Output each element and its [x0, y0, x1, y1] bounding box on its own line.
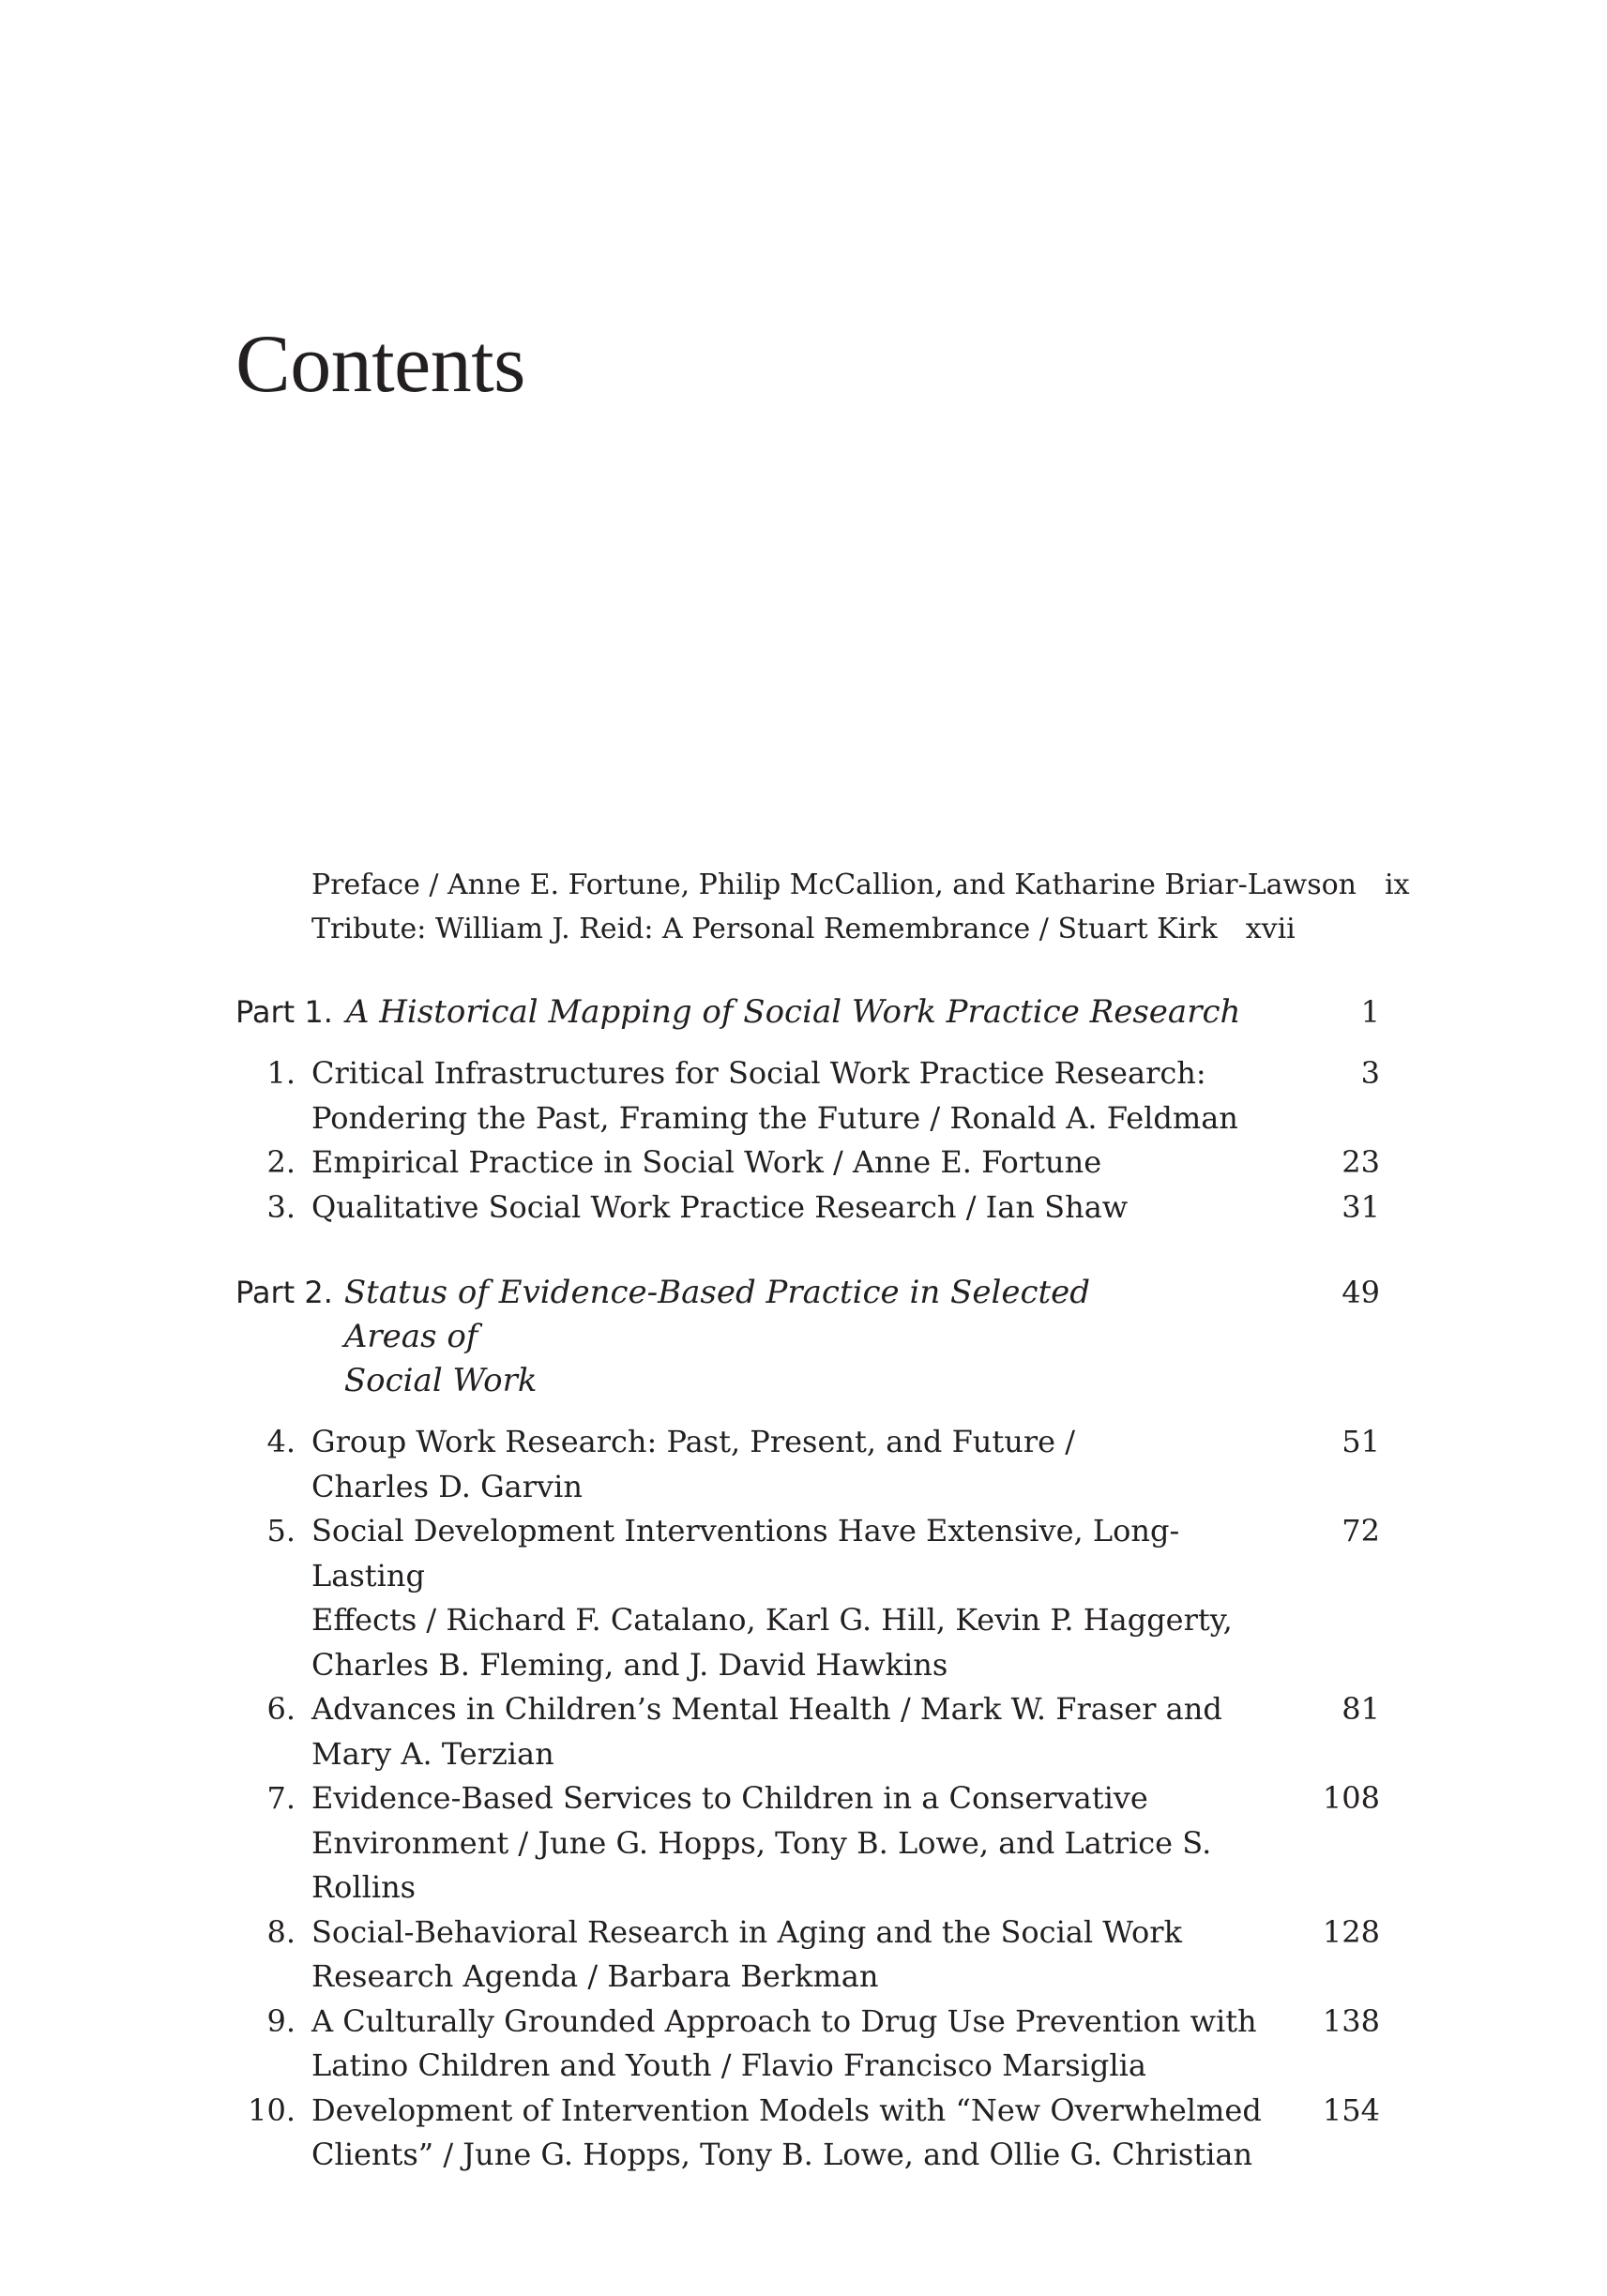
chapter-title-line: Environment / June G. Hopps, Tony B. Lowe, and Latrice S. Rollins [311, 1824, 1212, 1905]
chapter-page-number: 72 [1342, 1513, 1380, 1548]
part-title [344, 1271, 1151, 1403]
chapter-page-number: 51 [1342, 1424, 1380, 1459]
chapter-title-line: Advances in Children’s Mental Health / Mark W. Fraser and [311, 1691, 1222, 1727]
chapter-entry[interactable] [235, 1051, 1380, 1140]
chapter-page-number: 3 [1360, 1055, 1380, 1091]
chapter-title-line: A Culturally Grounded Approach to Drug Use Prevention with [311, 2002, 1257, 2039]
chapter-title-line: Development of Intervention Models with “New Overwhelmed [311, 2092, 1262, 2128]
chapter-number: 6. [266, 1691, 296, 1727]
chapter-title-line: Evidence-Based Services to Children in a Conservative [311, 1780, 1148, 1816]
chapter-entry[interactable] [235, 2089, 1380, 2178]
page-title: Contents [235, 319, 525, 410]
chapter-page-number: 138 [1322, 2002, 1380, 2039]
chapter-title-line: Pondering the Past, Framing the Future / Ronald A. Feldman [311, 1099, 1238, 1136]
chapter-entry[interactable] [235, 1140, 1380, 1186]
front-matter-text: Preface / Anne E. Fortune, Philip McCallion, and Katharine Briar-Lawson [311, 869, 1357, 901]
chapter-number: 9. [266, 2002, 296, 2039]
chapter-entry[interactable] [235, 1420, 1380, 1509]
chapter-entry[interactable] [235, 2000, 1380, 2089]
part-page-number: 49 [1342, 1275, 1380, 1310]
table-of-contents [235, 863, 1410, 2178]
chapter-number: 4. [266, 1424, 296, 1459]
part-title-line: Status of Evidence-Based Practice in Selected Areas of [343, 1274, 1091, 1355]
chapter-entry[interactable] [235, 1186, 1380, 1231]
front-matter-page: xvii [1245, 913, 1296, 945]
chapter-entry[interactable] [235, 1687, 1380, 1776]
part-page-number: 1 [1360, 994, 1380, 1030]
chapter-page-number: 23 [1342, 1144, 1380, 1180]
chapter-title-line: Mary A. Terzian [311, 1735, 554, 1772]
chapter-title-line: Qualitative Social Work Practice Research / Ian Shaw [311, 1188, 1129, 1225]
chapter-title-line: Clients” / June G. Hopps, Tony B. Lowe, and Ollie G. Christian [311, 2137, 1253, 2172]
chapter-list-part-1 [235, 1051, 1380, 1230]
front-matter-page: ix [1384, 869, 1410, 901]
chapter-number: 1. [266, 1055, 296, 1091]
chapter-title-line: Latino Children and Youth / Flavio Francisco Marsiglia [311, 2047, 1146, 2083]
chapter-title-line: Social Development Interventions Have Extensive, Long-Lasting [311, 1513, 1180, 1594]
chapter-entry[interactable] [235, 1776, 1380, 1911]
chapter-title-line: Social-Behavioral Research in Aging and the Social Work [311, 1913, 1182, 1950]
front-matter-text: Tribute: William J. Reid: A Personal Remembrance / Stuart Kirk [311, 913, 1218, 945]
chapter-title-line: Charles B. Fleming, and J. David Hawkins [311, 1646, 948, 1683]
chapter-list-part-2 [235, 1420, 1380, 2178]
chapter-number: 3. [266, 1188, 296, 1225]
chapter-title-line: Charles D. Garvin [311, 1468, 583, 1504]
chapter-title-line: Group Work Research: Past, Present, and Future / [311, 1424, 1076, 1459]
chapter-title-line: Effects / Richard F. Catalano, Karl G. Hill, Kevin P. Haggerty, [311, 1602, 1233, 1638]
part-title: A Historical Mapping of Social Work Practice Research [345, 993, 1241, 1031]
chapter-page-number: 31 [1342, 1188, 1380, 1225]
chapter-page-number: 154 [1322, 2092, 1380, 2128]
part-title-line: Social Work [343, 1362, 538, 1399]
chapter-title-line: Research Agenda / Barbara Berkman [311, 1958, 879, 1994]
part-heading-1[interactable] [235, 990, 1380, 1035]
chapter-page-number: 128 [1322, 1913, 1380, 1950]
chapter-number: 2. [266, 1144, 296, 1180]
chapter-title-line: Empirical Practice in Social Work / Anne E. Fortune [311, 1144, 1102, 1180]
front-matter-preface[interactable] [235, 863, 1410, 907]
part-label: Part 2. [235, 1275, 333, 1310]
chapter-entry[interactable] [235, 1911, 1380, 2000]
chapter-number: 8. [266, 1913, 296, 1950]
chapter-title-line: Critical Infrastructures for Social Work Practice Research: [311, 1055, 1206, 1091]
chapter-number: 7. [266, 1780, 296, 1816]
front-matter-tribute[interactable] [235, 907, 1380, 951]
chapter-number: 5. [266, 1513, 296, 1548]
chapter-entry[interactable] [235, 1509, 1380, 1687]
chapter-page-number: 81 [1342, 1691, 1380, 1727]
chapter-number: 10. [248, 2092, 296, 2128]
chapter-page-number: 108 [1322, 1780, 1380, 1816]
part-heading-2[interactable] [235, 1271, 1380, 1403]
part-label: Part 1. [235, 994, 333, 1030]
